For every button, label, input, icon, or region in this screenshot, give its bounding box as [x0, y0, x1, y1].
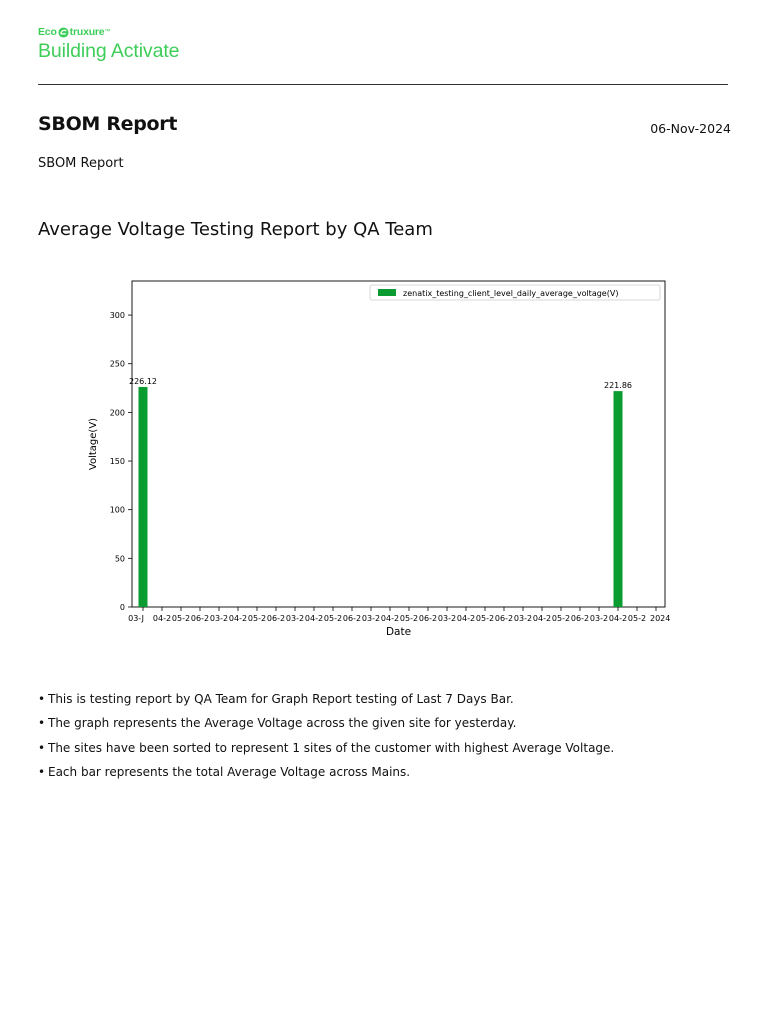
x-tick-label: 06-2 — [494, 614, 514, 623]
y-tick-label: 50 — [114, 554, 125, 564]
x-tick-label: 06-2 — [570, 614, 590, 623]
x-tick-label: 04-2 — [228, 614, 248, 623]
y-tick-label: 300 — [109, 311, 125, 321]
note-item — [38, 691, 614, 707]
y-tick-label: 150 — [109, 457, 125, 467]
y-tick-label: 100 — [109, 505, 125, 515]
y-tick-label: 200 — [109, 408, 125, 418]
y-axis-label: Voltage(V) — [88, 417, 99, 471]
chart-canvas — [80, 276, 690, 646]
legend-swatch — [378, 289, 396, 296]
x-tick-label: 04-2 — [304, 614, 324, 623]
x-tick-label: 05-2 — [475, 614, 495, 623]
bullet-icon: • — [38, 740, 46, 755]
x-tick-label: 03-2 — [361, 614, 381, 623]
brand-swirl-icon — [58, 27, 69, 38]
x-tick-label: 06-2 — [190, 614, 210, 623]
header-divider — [38, 84, 728, 85]
brand-line1-pre: Eco — [38, 26, 57, 38]
x-tick-label: 04-2 — [532, 614, 552, 623]
report-subtitle: SBOM Report — [38, 156, 124, 171]
y-tick-label: 0 — [119, 603, 125, 612]
x-tick-label: 04-2 — [456, 614, 476, 623]
brand-line1-post: truxure — [69, 26, 105, 38]
x-tick-label: 03-2 — [285, 614, 305, 623]
brand-product-name: Building Activate — [38, 40, 180, 62]
note-item — [38, 740, 614, 756]
bar-value-label: 221.86 — [604, 381, 632, 391]
x-tick-label: 05-2 — [247, 614, 267, 623]
note-text: The graph represents the Average Voltage across the given site for yesterday. — [48, 716, 517, 731]
x-tick-label: 03-2 — [589, 614, 609, 623]
x-tick-label: 03-2 — [437, 614, 457, 623]
x-tick-label: 06-2 — [342, 614, 362, 623]
note-text: The sites have been sorted to represent 1 sites of the customer with highest Average Voltage. — [48, 740, 615, 755]
section-title: Average Voltage Testing Report by QA Team — [38, 219, 433, 240]
note-item — [38, 764, 614, 780]
x-tick-label: 06-2 — [418, 614, 438, 623]
bar-1 — [614, 391, 623, 607]
brand-trademark: ™ — [104, 29, 111, 35]
x-tick-label: 03-J — [128, 614, 144, 623]
x-tick-label: 05-2 — [627, 614, 647, 623]
plot-frame — [132, 281, 665, 607]
bar-value-label: 226.12 — [129, 376, 157, 386]
y-tick-label: 250 — [109, 359, 125, 369]
voltage-bar-chart — [80, 276, 690, 650]
bullet-icon: • — [38, 692, 46, 706]
bullet-icon: • — [38, 765, 46, 780]
x-axis-label: Date — [385, 626, 412, 638]
note-text: Each bar represents the total Average Voltage across Mains. — [48, 765, 411, 780]
x-tick-label: 03-2 — [209, 614, 229, 623]
report-date: 06-Nov-2024 — [650, 121, 731, 136]
bar-0 — [139, 387, 148, 607]
x-tick-label: 04-2 — [380, 614, 400, 623]
x-tick-label: 05-2 — [551, 614, 571, 623]
note-item — [38, 715, 614, 731]
x-tick-label: 04-2 — [608, 614, 628, 623]
x-tick-label: 05-2 — [323, 614, 343, 623]
x-tick-label: 05-2 — [399, 614, 419, 623]
x-tick-label: 05-2 — [171, 614, 191, 623]
brand-logo — [38, 26, 179, 63]
x-tick-label: 04-2 — [152, 614, 172, 623]
x-tick-label: 03-2 — [513, 614, 533, 623]
x-tick-label: 06-2 — [266, 614, 286, 623]
note-text: This is testing report by QA Team for Graph Report testing of Last 7 Days Bar. — [48, 692, 514, 706]
notes-list — [38, 691, 614, 789]
x-tick-label: 2024 — [650, 614, 671, 623]
ecostruxure-wordmark — [38, 26, 179, 38]
bullet-icon: • — [38, 716, 46, 731]
report-title: SBOM Report — [38, 113, 178, 135]
legend-label: zenatix_testing_client_level_daily_average_voltage(V) — [403, 289, 619, 298]
